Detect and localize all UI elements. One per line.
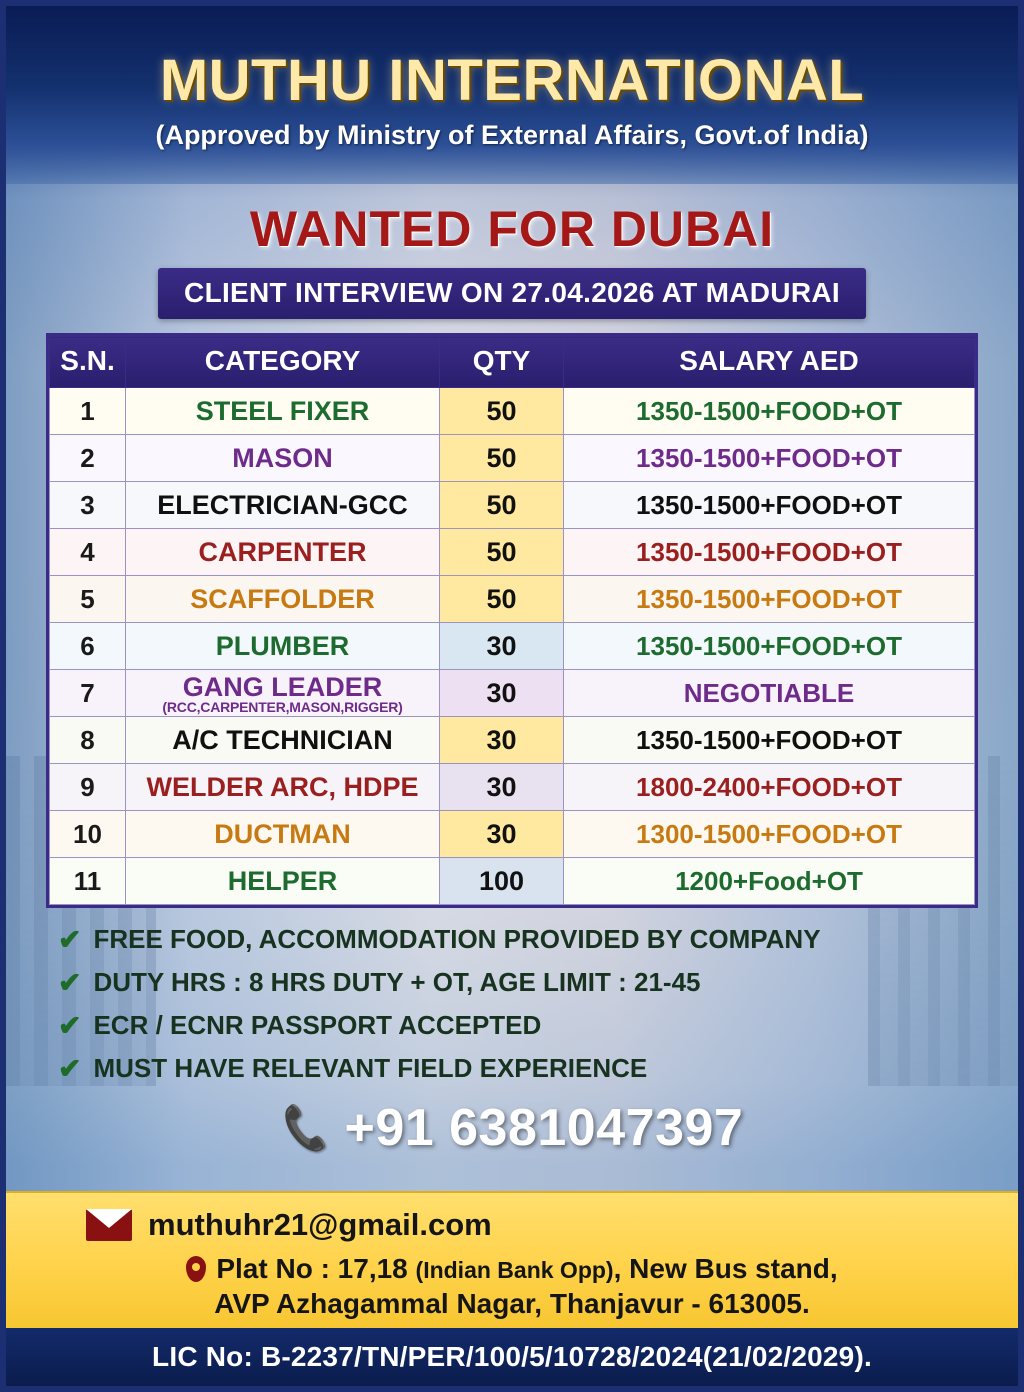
benefit-label: FREE FOOD, ACCOMMODATION PROVIDED BY COMPANY [93,924,821,954]
cell-qty: 30 [440,811,564,858]
cell-qty: 50 [440,435,564,482]
category-name: MASON [232,442,333,473]
table-row [50,764,975,811]
table-row [50,576,975,623]
column-header-sn: S.N. [50,337,126,388]
cell-qty: 30 [440,717,564,764]
cell-sn: 3 [50,482,126,529]
cell-qty: 30 [440,670,564,717]
category-name: A/C TECHNICIAN [172,724,393,755]
table-row [50,623,975,670]
table-header-row [50,337,975,388]
cell-sn: 1 [50,388,126,435]
table-row [50,858,975,905]
category-name: SCAFFOLDER [190,583,375,614]
cell-salary: 1350-1500+FOOD+OT [564,717,975,764]
cell-sn: 11 [50,858,126,905]
phone-row [6,1098,1018,1158]
category-name: STEEL FIXER [195,395,370,426]
benefit-label: ECR / ECNR PASSPORT ACCEPTED [93,1010,542,1040]
table-row [50,811,975,858]
cell-qty: 50 [440,529,564,576]
address-line-1 [56,1251,968,1286]
cell-salary: 1300-1500+FOOD+OT [564,811,975,858]
interview-banner-wrap [6,268,1018,319]
category-name: PLUMBER [215,630,350,661]
email-row [86,1207,1018,1243]
cell-category [126,764,440,811]
check-icon: ✔ [58,1052,82,1084]
cell-salary: 1350-1500+FOOD+OT [564,482,975,529]
table-row [50,529,975,576]
cell-category [126,670,440,717]
cell-salary: 1800-2400+FOOD+OT [564,764,975,811]
cell-category [126,858,440,905]
email-address[interactable]: muthuhr21@gmail.com [148,1207,492,1242]
benefit-label: MUST HAVE RELEVANT FIELD EXPERIENCE [93,1053,648,1083]
cell-category [126,576,440,623]
cell-salary: 1350-1500+FOOD+OT [564,388,975,435]
category-name: WELDER ARC, HDPE [146,771,419,802]
benefits-list [58,924,1018,1084]
approval-note: (Approved by Ministry of External Affairs, Govt.of India) [155,120,869,150]
check-icon: ✔ [58,966,82,998]
category-name: DUCTMAN [214,818,351,849]
vacancy-table-body [50,388,975,905]
benefit-label: DUTY HRS : 8 HRS DUTY + OT, AGE LIMIT : 21-45 [93,967,701,997]
headline: WANTED FOR DUBAI [249,201,775,257]
cell-qty: 30 [440,764,564,811]
cell-sn: 9 [50,764,126,811]
benefit-item [58,967,1018,998]
cell-sn: 7 [50,670,126,717]
cell-category [126,482,440,529]
table-row [50,388,975,435]
cell-category [126,811,440,858]
company-name: MUTHU INTERNATIONAL [159,48,865,113]
poster-header [6,6,1018,184]
check-icon: ✔ [58,1009,82,1041]
column-header-category: CATEGORY [126,337,440,388]
address-block [6,1251,1018,1321]
benefit-item [58,924,1018,955]
table-row [50,670,975,717]
category-name: HELPER [227,865,338,896]
cell-qty: 50 [440,576,564,623]
cell-qty: 50 [440,388,564,435]
phone-icon: 📞 [277,1103,334,1154]
address-line-2: AVP Azhagammal Nagar, Thanjavur - 613005. [214,1288,810,1319]
column-header-salary: SALARY AED [564,337,975,388]
cell-category [126,435,440,482]
benefit-item [58,1010,1018,1041]
column-header-qty: QTY [440,337,564,388]
cell-qty: 50 [440,482,564,529]
check-icon: ✔ [58,923,82,955]
address-line-1-a: Plat No : 17,18 [216,1253,416,1284]
cell-category [126,623,440,670]
cell-salary: 1350-1500+FOOD+OT [564,435,975,482]
cell-sn: 6 [50,623,126,670]
cell-salary: 1350-1500+FOOD+OT [564,623,975,670]
phone-number[interactable]: +91 6381047397 [344,1099,744,1157]
cell-sn: 5 [50,576,126,623]
table-row [50,435,975,482]
table-row [50,717,975,764]
address-line-1-small: (Indian Bank Opp) [415,1257,614,1283]
vacancy-table-wrap [46,333,978,908]
category-name: GANG LEADER [182,671,383,702]
envelope-icon [86,1209,132,1241]
category-subtext: (RCC,CARPENTER,MASON,RIGGER) [162,698,403,715]
cell-salary: NEGOTIABLE [564,670,975,717]
table-row [50,482,975,529]
category-name: ELECTRICIAN-GCC [157,489,408,520]
cell-sn: 2 [50,435,126,482]
interview-banner: CLIENT INTERVIEW ON 27.04.2026 AT MADURAI [158,268,866,319]
vacancy-table [49,336,975,905]
cell-sn: 4 [50,529,126,576]
cell-sn: 8 [50,717,126,764]
cell-category [126,529,440,576]
address-line-1-b: , New Bus stand, [613,1253,838,1284]
cell-sn: 10 [50,811,126,858]
cell-qty: 30 [440,623,564,670]
cell-salary: 1350-1500+FOOD+OT [564,576,975,623]
license-number: LIC No: B-2237/TN/PER/100/5/10728/2024(21/02/2029). [6,1328,1018,1386]
category-name: CARPENTER [198,536,367,567]
benefit-item [58,1053,1018,1084]
cell-qty: 100 [440,858,564,905]
cell-category [126,388,440,435]
cell-salary: 1350-1500+FOOD+OT [564,529,975,576]
contact-band [6,1191,1018,1328]
cell-salary: 1200+Food+OT [564,858,975,905]
cell-category [126,717,440,764]
location-pin-icon [186,1256,206,1282]
